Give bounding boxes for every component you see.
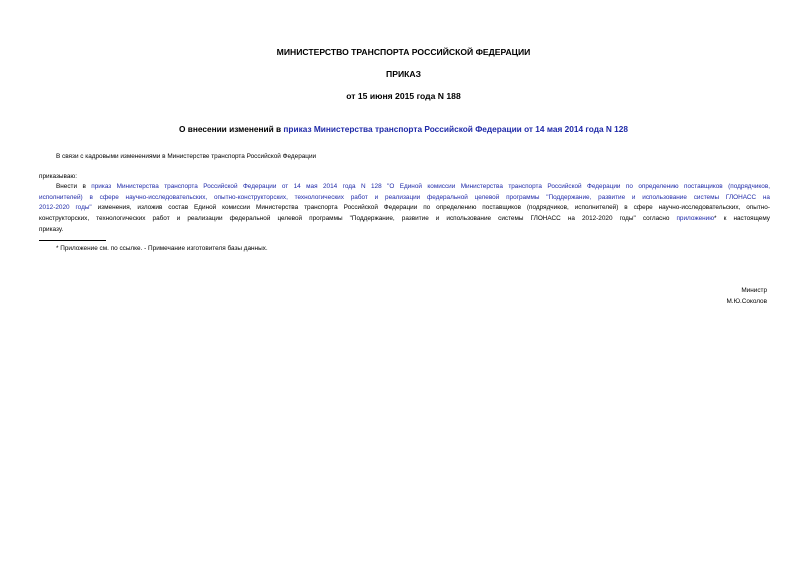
- paragraph-text: * к настоящему: [714, 215, 770, 223]
- paragraph-text: приказу.: [39, 225, 64, 233]
- paragraph-line: [39, 182, 770, 193]
- subject-prefix: О внесении изменений в: [178, 124, 284, 134]
- amended-order-link-continued[interactable]: исполнителей) в сфере научно-исследовательских, опытно-конструкторских, технологических работ и реализации федеральной целевой программы "Поддержание, развитие и использование системы ГЛОНАСС на: [39, 193, 770, 201]
- paragraph-line: [39, 214, 770, 225]
- order-subject-heading: [0, 124, 807, 134]
- paragraph-line: [39, 225, 770, 236]
- paragraph-line: [39, 203, 770, 214]
- paragraph-text: изменения, изложив состав Единой комиссии Министерства транспорта Российской Федерации по определению поставщиков (подрядчиков, исполнителей) в сфере научно-исследовательских, опытно-: [91, 204, 770, 212]
- paragraph-text: Внести в: [56, 183, 92, 190]
- footnote-divider: [39, 240, 106, 241]
- ministry-heading: МИНИСТЕРСТВО ТРАНСПОРТА РОССИЙСКОЙ ФЕДЕРАЦИИ: [276, 47, 531, 57]
- amended-order-link[interactable]: приказ Министерства транспорта Российской Федерации от 14 мая 2014 года N 128 "О Единой комиссии Министерства транспорта Российской Федерации по определению поставщиков (подрядчиков,: [91, 183, 771, 190]
- amended-order-link-end[interactable]: 2012-2020 годы": [39, 204, 92, 212]
- paragraph-line: [39, 193, 770, 204]
- main-paragraph: [39, 182, 770, 235]
- appendix-link[interactable]: приложению: [676, 215, 715, 223]
- order-word: приказываю:: [39, 173, 77, 180]
- order-date-heading: от 15 июня 2015 года N 188: [346, 91, 461, 101]
- subject-amended-order-link[interactable]: приказ Министерства транспорта Российской Федерации от 14 мая 2014 года N 128: [283, 124, 629, 134]
- signature-title: Министр: [741, 287, 767, 294]
- signature-name: М.Ю.Соколов: [726, 298, 767, 305]
- order-type-heading: ПРИКАЗ: [386, 69, 421, 79]
- intro-paragraph: В связи с кадровыми изменениями в Министерстве транспорта Российской Федерации: [56, 153, 317, 160]
- footnote-text: * Приложение см. по ссылке. - Примечание изготовителя базы данных.: [56, 245, 268, 252]
- paragraph-text: конструкторских, технологических работ и реализации федеральной целевой программы "Поддержание, развитие и использование системы ГЛОНАСС на 2012-2020 годы" согласно: [39, 215, 677, 223]
